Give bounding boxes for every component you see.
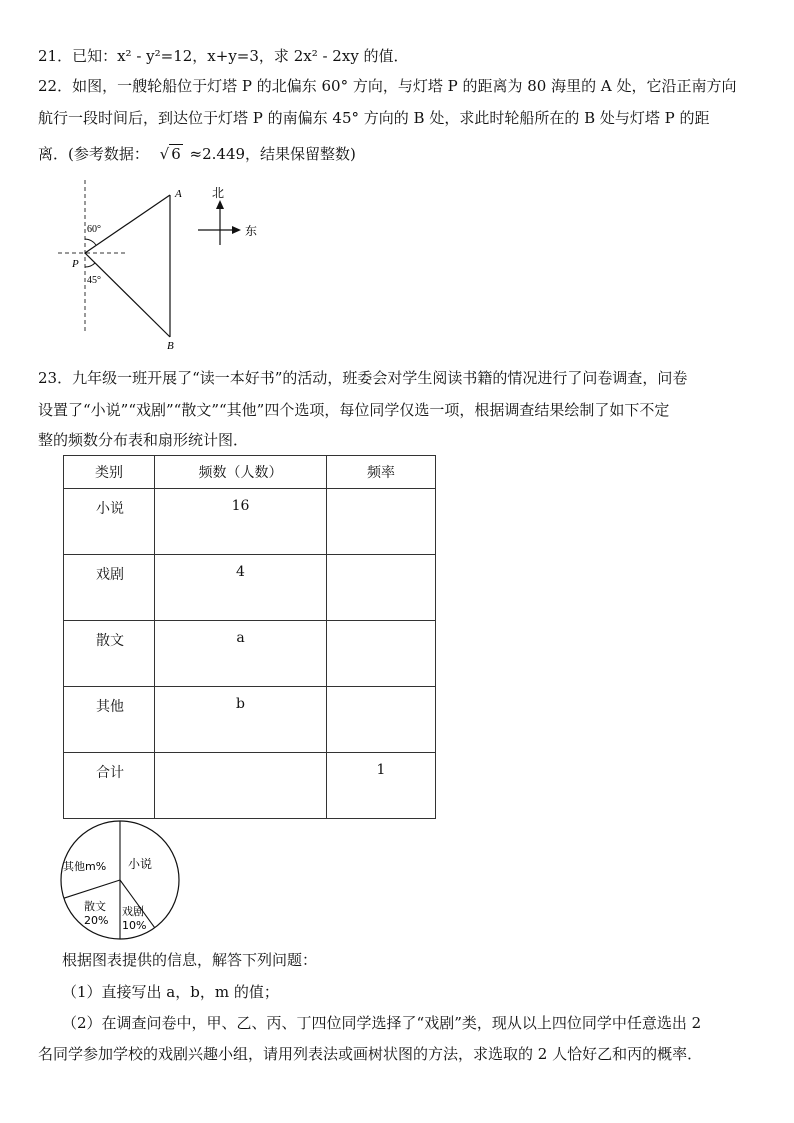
question-22-line-3-suffix: ≈2.449，结果保留整数)	[189, 145, 356, 163]
angle-arc-60	[85, 239, 96, 245]
compass-north-arrow-icon	[216, 200, 224, 209]
table-cell-text: 戏剧	[96, 567, 124, 583]
question-23-line-3: 整的频数分布表和扇形统计图．	[38, 431, 249, 449]
table-cell	[64, 621, 155, 687]
question-22-line-2: 航行一段时间后，到达位于灯塔 P 的南偏东 45° 方向的 B 处，求此时轮船所在的 B 处与灯塔 P 的距	[38, 109, 710, 127]
table-header-row	[64, 456, 436, 489]
question-23-part-2-line-1: （2）在调查问卷中，甲、乙、丙、丁四位同学选择了“戏剧”类，现从以上四位同学中任意选出 2	[62, 1014, 702, 1032]
angle-label-60: 60°	[87, 224, 101, 235]
compass-north-label: 北	[212, 186, 225, 200]
question-23-line-2: 设置了“小说”“戏剧”“散文”“其他”四个选项，每位同学仅选一项，根据调查结果绘制了如下不定	[38, 401, 670, 419]
table-cell-text: 散文	[96, 633, 124, 649]
table-cell-text: 小说	[96, 501, 124, 517]
table-cell-text: 1	[376, 762, 386, 778]
compass-east-label: 东	[245, 224, 258, 238]
pie-label-other: 其他m%	[63, 860, 107, 873]
pie-label-drama-pct: 10%	[122, 919, 147, 932]
table-cell	[327, 687, 436, 753]
table-header: 频率	[327, 456, 436, 489]
table-cell-text	[155, 753, 326, 762]
pie-chart	[58, 818, 182, 942]
table-cell	[155, 621, 327, 687]
table-cell	[64, 687, 155, 753]
table-cell	[155, 753, 327, 819]
compass-east-arrow-icon	[232, 226, 241, 234]
sqrt-value: 6	[171, 145, 181, 163]
table-cell	[155, 687, 327, 753]
table-cell	[64, 555, 155, 621]
table-cell-text: a	[236, 630, 245, 646]
label-A: A	[175, 188, 182, 200]
questions-intro: 根据图表提供的信息，解答下列问题：	[62, 951, 318, 969]
question-23-part-2-line-2: 名同学参加学校的戏剧兴趣小组，请用列表法或画树状图的方法，求选取的 2 人恰好乙和丙的概率．	[38, 1045, 703, 1063]
question-23-line-1: 23．九年级一班开展了“读一本好书”的活动，班委会对学生阅读书籍的情况进行了问卷调查，问卷	[38, 369, 688, 387]
table-cell-text	[327, 489, 435, 498]
pie-label-novel: 小说	[128, 857, 153, 871]
sqrt-symbol: √ 6	[159, 145, 181, 163]
table-cell-text: 4	[236, 564, 245, 580]
lighthouse-diagram	[50, 175, 280, 355]
question-22-line-1: 22．如图，一艘轮船位于灯塔 P 的北偏东 60° 方向，与灯塔 P 的距离为 80 海里的 A 处，它沿正南方向	[38, 77, 737, 95]
table-cell-text: 其他	[96, 699, 124, 715]
table-cell	[64, 489, 155, 555]
table-header: 类别	[64, 456, 155, 489]
question-22-line-3-prefix: 离．(参考数据：	[38, 145, 149, 163]
table-row	[64, 621, 436, 687]
question-22-line-3	[38, 144, 356, 164]
table-cell-text	[327, 687, 435, 696]
table-cell	[327, 489, 436, 555]
table-cell	[155, 555, 327, 621]
frequency-table	[63, 455, 436, 819]
table-row	[64, 489, 436, 555]
table-cell	[155, 489, 327, 555]
table-cell-text	[327, 621, 435, 630]
table-row	[64, 753, 436, 819]
angle-arc-45	[85, 263, 95, 267]
table-cell-text: b	[236, 696, 245, 712]
table-cell	[327, 621, 436, 687]
table-cell-text: 16	[231, 498, 250, 514]
question-23-part-1: （1）直接写出 a，b，m 的值；	[62, 983, 279, 1001]
table-cell	[64, 753, 155, 819]
question-21: 21．已知：x² - y²=12，x+y=3，求 2x² - 2xy 的值．	[38, 47, 409, 65]
table-cell	[327, 555, 436, 621]
segment-PB	[85, 253, 170, 337]
pie-label-prose-pct: 20%	[84, 914, 109, 927]
label-P: P	[72, 258, 79, 270]
table-cell-text: 合计	[96, 765, 124, 781]
table-row	[64, 555, 436, 621]
table-row	[64, 687, 436, 753]
pie-label-drama: 戏剧	[122, 905, 144, 918]
table-header: 频数（人数）	[155, 456, 327, 489]
table-cell	[327, 753, 436, 819]
pie-label-prose: 散文	[84, 900, 106, 913]
angle-label-45: 45°	[87, 275, 101, 286]
table-cell-text	[327, 555, 435, 564]
label-B: B	[167, 340, 174, 352]
